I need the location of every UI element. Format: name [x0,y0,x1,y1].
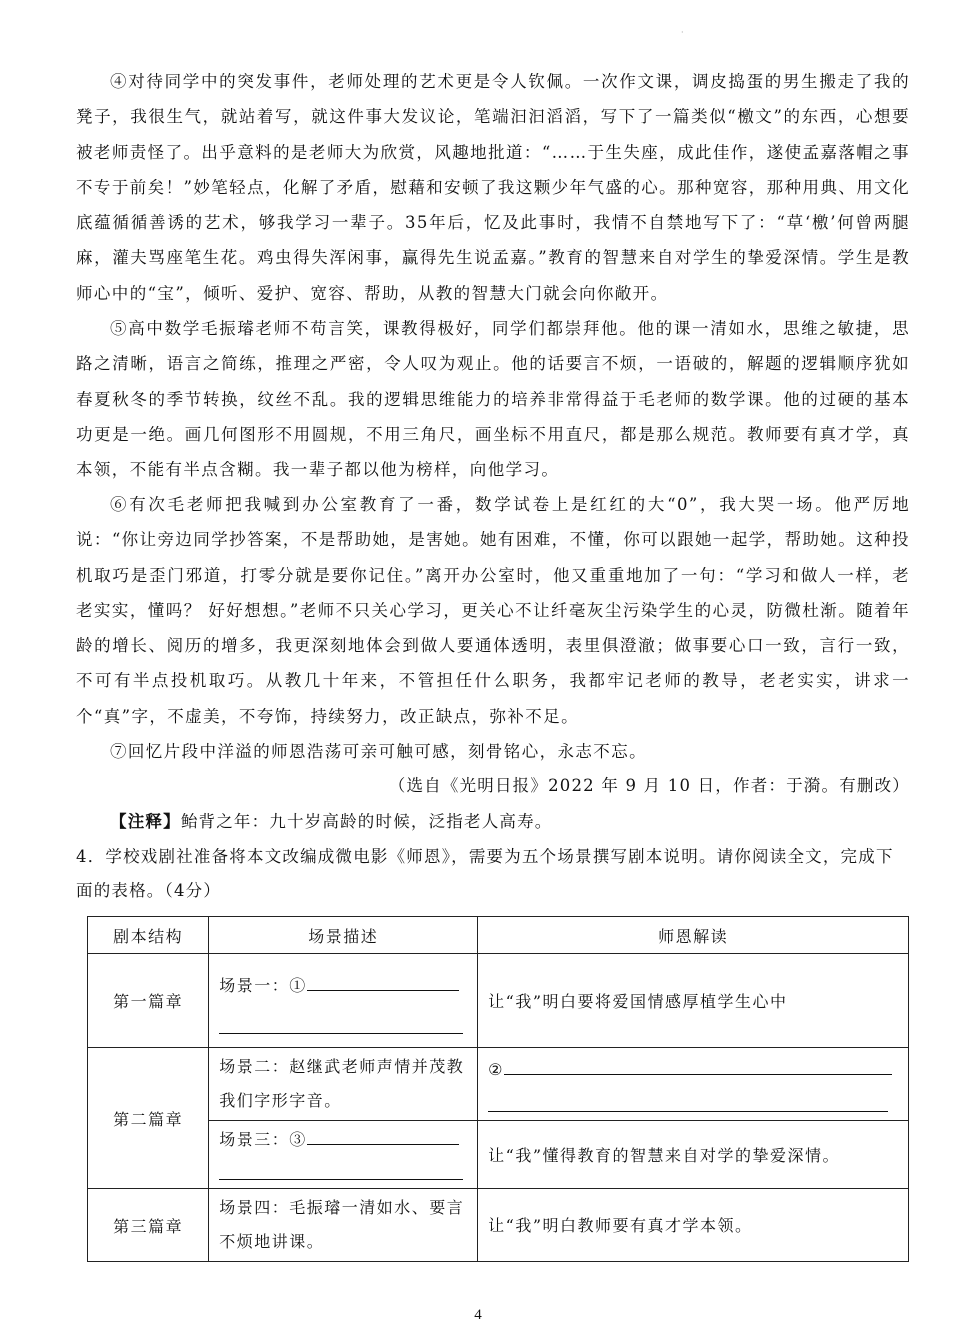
reading3-cell [478,1121,909,1189]
table-row-chapter3 [88,1189,909,1262]
reading1-text: 让“我”明白要将爱国情感厚植学生心中 [488,991,788,1011]
reading2-cell [478,1048,909,1121]
reading2-answer-blank[interactable] [504,1056,892,1075]
scene1-answer-blank[interactable] [307,972,459,991]
page-number: 4 [474,1307,482,1323]
scene3-cell [209,1121,478,1189]
table-row-chapter1 [88,954,909,1048]
chapter2-label: 第二篇章 [88,1048,209,1189]
reading3-text: 让“我”懂得教育的智慧来自对学的挚爱深情。 [488,1145,841,1165]
paragraph-6: ⑥有次毛老师把我喊到办公室教育了一番，数学试卷上是红红的大“0”，我大哭一场。他严厉地说：“你让旁边同学抄答案，不是帮助她，是害她。她有困难，不懂，你可以跟她一起学，帮助她。这种投机取巧是歪门邪道，打零分就是要你记住。”离开办公室时，他又重重地加了一句：“学习和做人一样，老老实实，懂吗？ 好好想想。”老师不只关心学习，更关心不让纤毫灰尘污染学生的心灵，防微杜渐。随着年龄的增长、阅历的增多，我更深刻地体会到做人要通体透明，表里俱澄澈；做事要心口一致，言行一致，不可有半点投机取巧。从教几十年来，不管担任什么职务，我都牢记老师的教导，老老实实，讲求一个“真”字，不虚美，不夸饰，持续努力，改正缺点，弥补不足。 [76,495,910,726]
note-text: 鲐背之年：九十岁高龄的时候，泛指老人高寿。 [180,812,553,831]
table-row-chapter2a [88,1048,909,1121]
reading2-answer-line2[interactable] [488,1087,888,1112]
note-label: 【注释】 [110,812,181,831]
reading2-label: ② [488,1059,504,1079]
header-scene: 场景描述 [209,917,478,954]
scene4-cell [209,1189,478,1262]
scene1-cell [209,954,478,1048]
question-4: 4．学校戏剧社准备将本文改编成微电影《师恩》，需要为五个场景撰写剧本说明。请你阅读全文，完成下面的表格。（4分） [76,847,894,900]
paragraph-4: ④对待同学中的突发事件，老师处理的艺术更是令人钦佩。一次作文课，调皮捣蛋的男生搬走了我的凳子，我很生气，就站着写，就这件事大发议论，笔端汩汩滔滔，写下了一篇类似“檄文”的东西，心想要被老师责怪了。出乎意料的是老师大为欣赏，风趣地批道：“……于生失座，成此佳作，遂使孟嘉落帽之事不专于前矣！”妙笔轻点，化解了矛盾，慰藉和安顿了我这颗少年气盛的心。那种宽容，那种用典、用文化底蕴循循善诱的艺术，够我学习一辈子。35年后，忆及此事时，我情不自禁地写下了：“草‘檄’何曾两腿麻，灌夫骂座笔生花。鸡虫得失浑闲事，赢得先生说孟嘉。”教育的智慧来自对学生的挚爱深情。学生是教师心中的“宝”，倾听、爱护、宽容、帮助，从教的智慧大门就会向你敞开。 [76,72,910,303]
chapter3-label: 第三篇章 [88,1189,209,1262]
scene3-answer-blank[interactable] [307,1126,459,1145]
scene4-text: 场景四：毛振璿一清如水、要言不烦地讲课。 [219,1198,465,1251]
scene3-label: 场景三：③ [219,1130,307,1149]
scan-dot: · [681,28,684,37]
chapter1-label: 第一篇章 [88,954,209,1048]
scene3-answer-line2[interactable] [219,1157,463,1180]
scene2-cell [209,1048,478,1121]
reading4-text: 让“我”明白教师要有真才学本领。 [488,1216,753,1235]
source-citation: （选自《光明日报》2022 年 9 月 10 日，作者：于漪。有删改） [388,776,910,795]
script-table [87,916,909,1262]
paragraph-5: ⑤高中数学毛振璿老师不苟言笑，课教得极好，同学们都崇拜他。他的课一清如水，思维之敏捷，思路之清晰，语言之简练，推理之严密，令人叹为观止。他的话要言不烦，一语破的，解题的逻辑顺序犹如春夏秋冬的季节转换，纹丝不乱。我的逻辑思维能力的培养非常得益于毛老师的数学课。他的过硬的基本功更是一绝。画几何图形不用圆规，不用三角尺，画坐标不用直尺，都是那么规范。教师要有真才学，真本领，不能有半点含糊。我一辈子都以他为榜样，向他学习。 [76,319,910,480]
header-structure: 剧本结构 [88,917,209,954]
header-reading: 师恩解读 [478,917,909,954]
scene1-label: 场景一：① [219,976,307,995]
table-header-row [88,917,909,954]
reading4-cell [478,1189,909,1262]
reading1-cell [478,954,909,1048]
annotation-note [110,808,553,832]
paragraph-7: ⑦回忆片段中洋溢的师恩浩荡可亲可触可感，刻骨铭心，永志不忘。 [110,742,647,761]
scene2-text: 场景二：赵继武老师声情并茂教我们字形字音。 [219,1057,465,1110]
table-row-chapter2b [88,1121,909,1189]
scene1-answer-line2[interactable] [219,1003,463,1034]
